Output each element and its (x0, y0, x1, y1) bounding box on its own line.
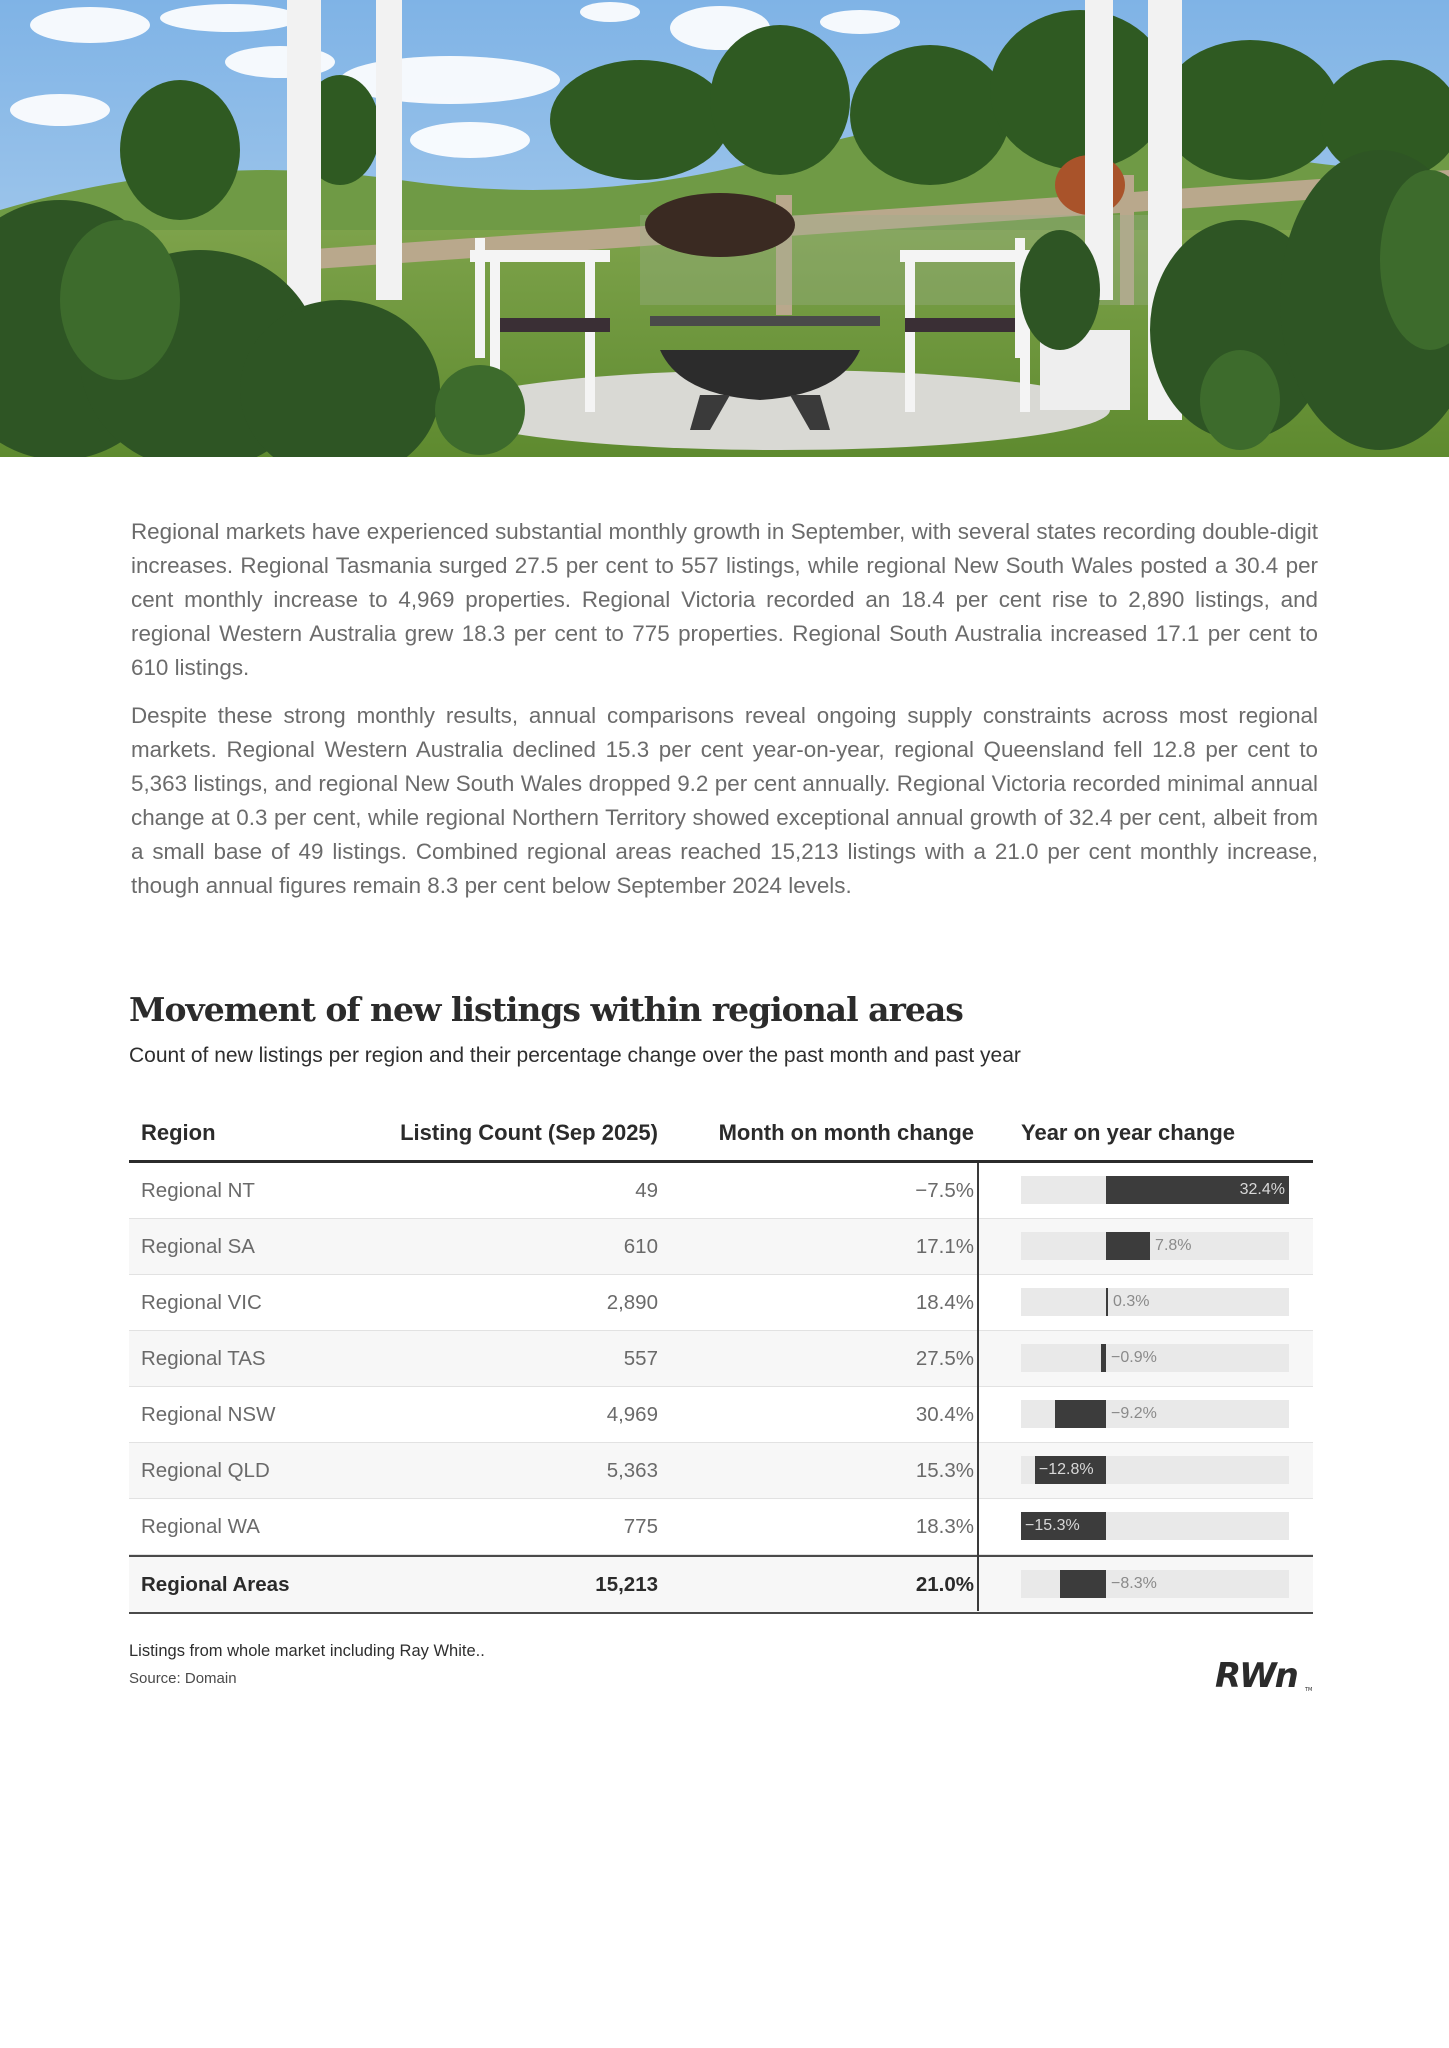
yoy-bar (1055, 1400, 1106, 1428)
table-row (129, 1331, 1313, 1387)
yoy-bar-track (1021, 1344, 1289, 1372)
listing-count-cell: 2,890 (606, 1291, 658, 1314)
yoy-bar-label: 0.3% (1113, 1293, 1150, 1310)
listing-count-cell: 15,213 (595, 1573, 658, 1596)
mom-change-cell: 30.4% (915, 1403, 974, 1426)
yoy-bar-track (1021, 1288, 1289, 1316)
mom-change-cell: 18.3% (915, 1515, 974, 1538)
logo-text: RWn (1215, 1656, 1297, 1693)
mom-change-cell: 21.0% (915, 1573, 974, 1596)
yoy-bar (1101, 1344, 1106, 1372)
table-total-row (129, 1555, 1313, 1614)
yoy-bar-label: −9.2% (1111, 1405, 1157, 1422)
yoy-bar (1106, 1232, 1150, 1260)
table-body (129, 1163, 1313, 1614)
mom-change-cell: 17.1% (915, 1235, 974, 1258)
mom-change-cell: 27.5% (915, 1347, 974, 1370)
region-cell: Regional WA (141, 1515, 260, 1538)
mom-change-cell: 15.3% (915, 1459, 974, 1482)
region-cell: Regional NT (141, 1179, 255, 1202)
listing-count-cell: 5,363 (606, 1459, 658, 1482)
yoy-bar-label: 32.4% (1239, 1181, 1285, 1198)
mom-change-cell: −7.5% (915, 1179, 974, 1202)
yoy-bar-track (1021, 1570, 1289, 1598)
listings-table (129, 1108, 1313, 1614)
yoy-bar-label: −8.3% (1111, 1575, 1157, 1592)
table-subtitle: Count of new listings per region and their percentage change over the past month and past year (129, 1044, 1021, 1067)
yoy-bar-label: −12.8% (1038, 1461, 1094, 1478)
region-cell: Regional SA (141, 1235, 255, 1258)
yoy-bar-track (1021, 1512, 1289, 1540)
header-yoy: Year on year change (1021, 1120, 1235, 1145)
paragraph-2: Despite these strong monthly results, annual comparisons reveal ongoing supply constraints across most regional markets. Regional Western Australia declined 15.3 per cent year-on-year, regional Queensland fell 12.8 per cent to 5,363 listings, and regional New South Wales dropped 9.2 per cent annually. Regional Victoria recorded minimal annual change at 0.3 per cent, while regional Northern Territory showed exceptional annual growth of 32.4 per cent, albeit from a small base of 49 listings. Combined regional areas reached 15,213 listings with a 21.0 per cent monthly increase, though annual figures remain 8.3 per cent below September 2024 levels. (131, 703, 1318, 898)
region-cell: Regional NSW (141, 1403, 276, 1426)
header-count: Listing Count (Sep 2025) (400, 1120, 658, 1145)
yoy-bar-track (1021, 1400, 1289, 1428)
hero-image (0, 0, 1449, 457)
header-region: Region (141, 1120, 216, 1145)
region-cell: Regional QLD (141, 1459, 270, 1482)
yoy-bar-label: 7.8% (1155, 1237, 1192, 1254)
listing-count-cell: 610 (623, 1235, 658, 1258)
source-note: Source: Domain (129, 1670, 237, 1687)
listing-count-cell: 4,969 (606, 1403, 658, 1426)
table-row (129, 1443, 1313, 1499)
region-cell: Regional TAS (141, 1347, 266, 1370)
mom-change-cell: 18.4% (915, 1291, 974, 1314)
yoy-bar-track (1021, 1176, 1289, 1204)
listing-count-cell: 775 (623, 1515, 658, 1538)
listing-count-cell: 557 (623, 1347, 658, 1370)
table-title: Movement of new listings within regional areas (129, 990, 963, 1029)
table-row (129, 1387, 1313, 1443)
table-row (129, 1275, 1313, 1331)
article-body (131, 515, 1318, 917)
region-cell: Regional Areas (141, 1573, 290, 1596)
region-cell: Regional VIC (141, 1291, 262, 1314)
yoy-bar-label: −15.3% (1025, 1517, 1080, 1534)
rw-logo (1215, 1653, 1315, 1693)
logo-trademark: TM (1305, 1687, 1313, 1693)
yoy-bar (1106, 1288, 1108, 1316)
yoy-bar-track (1021, 1232, 1289, 1260)
yoy-bar-label: −0.9% (1111, 1349, 1157, 1366)
listing-count-cell: 49 (635, 1179, 658, 1202)
paragraph-1: Regional markets have experienced substantial monthly growth in September, with several states recording double-digit increases. Regional Tasmania surged 27.5 per cent to 557 listings, while regional New South Wales posted a 30.4 per cent monthly increase to 4,969 properties. Regional Victoria recorded an 18.4 per cent rise to 2,890 listings, and regional Western Australia grew 18.3 per cent to 775 properties. Regional South Australia increased 17.1 per cent to 610 listings. (131, 519, 1318, 680)
table-row (129, 1219, 1313, 1275)
table-row (129, 1499, 1313, 1555)
yoy-bar (1060, 1570, 1106, 1598)
yoy-bar-track (1021, 1456, 1289, 1484)
table-header (129, 1108, 1313, 1163)
table-row (129, 1163, 1313, 1219)
header-mom: Month on month change (718, 1120, 974, 1145)
footnote: Listings from whole market including Ray White.. (129, 1642, 485, 1660)
yoy-zero-line (977, 1163, 979, 1611)
